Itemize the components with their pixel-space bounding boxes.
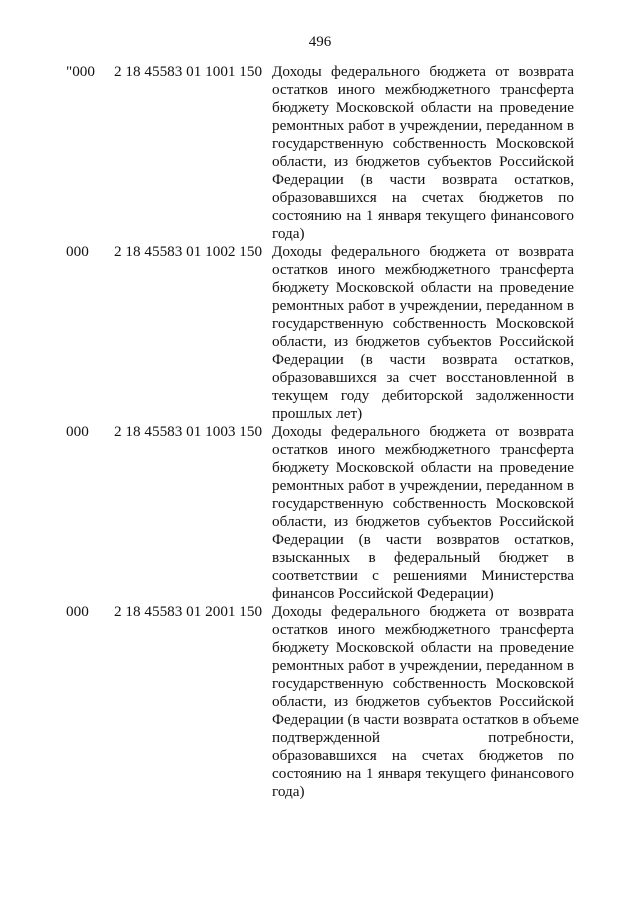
description-line: Доходы федерального бюджета от возврата	[272, 603, 574, 620]
budget-classification-code: 2 18 45583 01 2001 150	[114, 603, 263, 620]
description-line: Доходы федерального бюджета от возврата	[272, 243, 574, 260]
page-number: 496	[308, 34, 332, 50]
description-line: состоянию на 1 января текущего финансового	[272, 207, 574, 224]
entry-description	[272, 603, 579, 801]
entry-description	[272, 63, 574, 243]
description-line: образовавшихся на счетах бюджетов по	[272, 189, 574, 206]
description-line: Доходы федерального бюджета от возврата	[272, 63, 574, 80]
description-line: образовавшихся на счетах бюджетов по	[272, 747, 574, 764]
description-line: остатков иного межбюджетного трансферта	[272, 261, 574, 278]
description-line: Федерации (в части возврата остатков в объеме	[272, 711, 579, 728]
budget-code-list	[0, 63, 640, 801]
entry-description	[272, 423, 574, 603]
admin-code: 000	[66, 243, 89, 260]
description-line: ремонтных работ в учреждении, переданном в	[272, 657, 574, 674]
description-line: бюджету Московской области на проведение	[272, 99, 574, 116]
description-line: текущем году дебиторской задолженности	[272, 387, 574, 404]
description-line: ремонтных работ в учреждении, переданном в	[272, 477, 574, 494]
budget-code-entry	[0, 423, 640, 603]
description-line: остатков иного межбюджетного трансферта	[272, 621, 574, 638]
description-line: бюджету Московской области на проведение	[272, 639, 574, 656]
description-line: Доходы федерального бюджета от возврата	[272, 423, 574, 440]
description-line: остатков иного межбюджетного трансферта	[272, 441, 574, 458]
description-line: государственную собственность Московской	[272, 675, 574, 692]
description-line: бюджету Московской области на проведение	[272, 459, 574, 476]
description-line: бюджету Московской области на проведение	[272, 279, 574, 296]
budget-code-entry	[0, 63, 640, 243]
budget-classification-code: 2 18 45583 01 1003 150	[114, 423, 263, 440]
description-line: Федерации (в части возвратов остатков,	[272, 531, 574, 548]
description-line: состоянию на 1 января текущего финансового	[272, 765, 574, 782]
description-line: прошлых лет)	[272, 405, 363, 422]
description-line: образовавшихся за счет восстановленной в	[272, 369, 574, 386]
description-line: взысканных в федеральный бюджет в	[272, 549, 574, 566]
description-line: финансов Российской Федерации)	[272, 585, 494, 602]
description-line: подтвержденной потребности,	[272, 729, 574, 746]
admin-code: 000	[66, 603, 89, 620]
description-line: области, из бюджетов субъектов Российской	[272, 693, 574, 710]
entry-description	[272, 243, 574, 423]
budget-code-entry	[0, 603, 640, 801]
description-line: Федерации (в части возврата остатков,	[272, 351, 574, 368]
description-line: государственную собственность Московской	[272, 315, 574, 332]
description-line: государственную собственность Московской	[272, 135, 574, 152]
description-line: соответствии с решениями Министерства	[272, 567, 574, 584]
admin-code: 000	[66, 423, 89, 440]
description-line: области, из бюджетов субъектов Российской	[272, 513, 574, 530]
budget-classification-code: 2 18 45583 01 1001 150	[114, 63, 263, 80]
description-line: государственную собственность Московской	[272, 495, 574, 512]
description-line: ремонтных работ в учреждении, переданном в	[272, 117, 574, 134]
description-line: области, из бюджетов субъектов Российской	[272, 153, 574, 170]
description-line: года)	[272, 783, 305, 800]
description-line: года)	[272, 225, 305, 242]
admin-code: "000	[66, 63, 95, 80]
budget-code-entry	[0, 243, 640, 423]
budget-classification-code: 2 18 45583 01 1002 150	[114, 243, 263, 260]
description-line: области, из бюджетов субъектов Российской	[272, 333, 574, 350]
description-line: остатков иного межбюджетного трансферта	[272, 81, 574, 98]
description-line: ремонтных работ в учреждении, переданном в	[272, 297, 574, 314]
description-line: Федерации (в части возврата остатков,	[272, 171, 574, 188]
